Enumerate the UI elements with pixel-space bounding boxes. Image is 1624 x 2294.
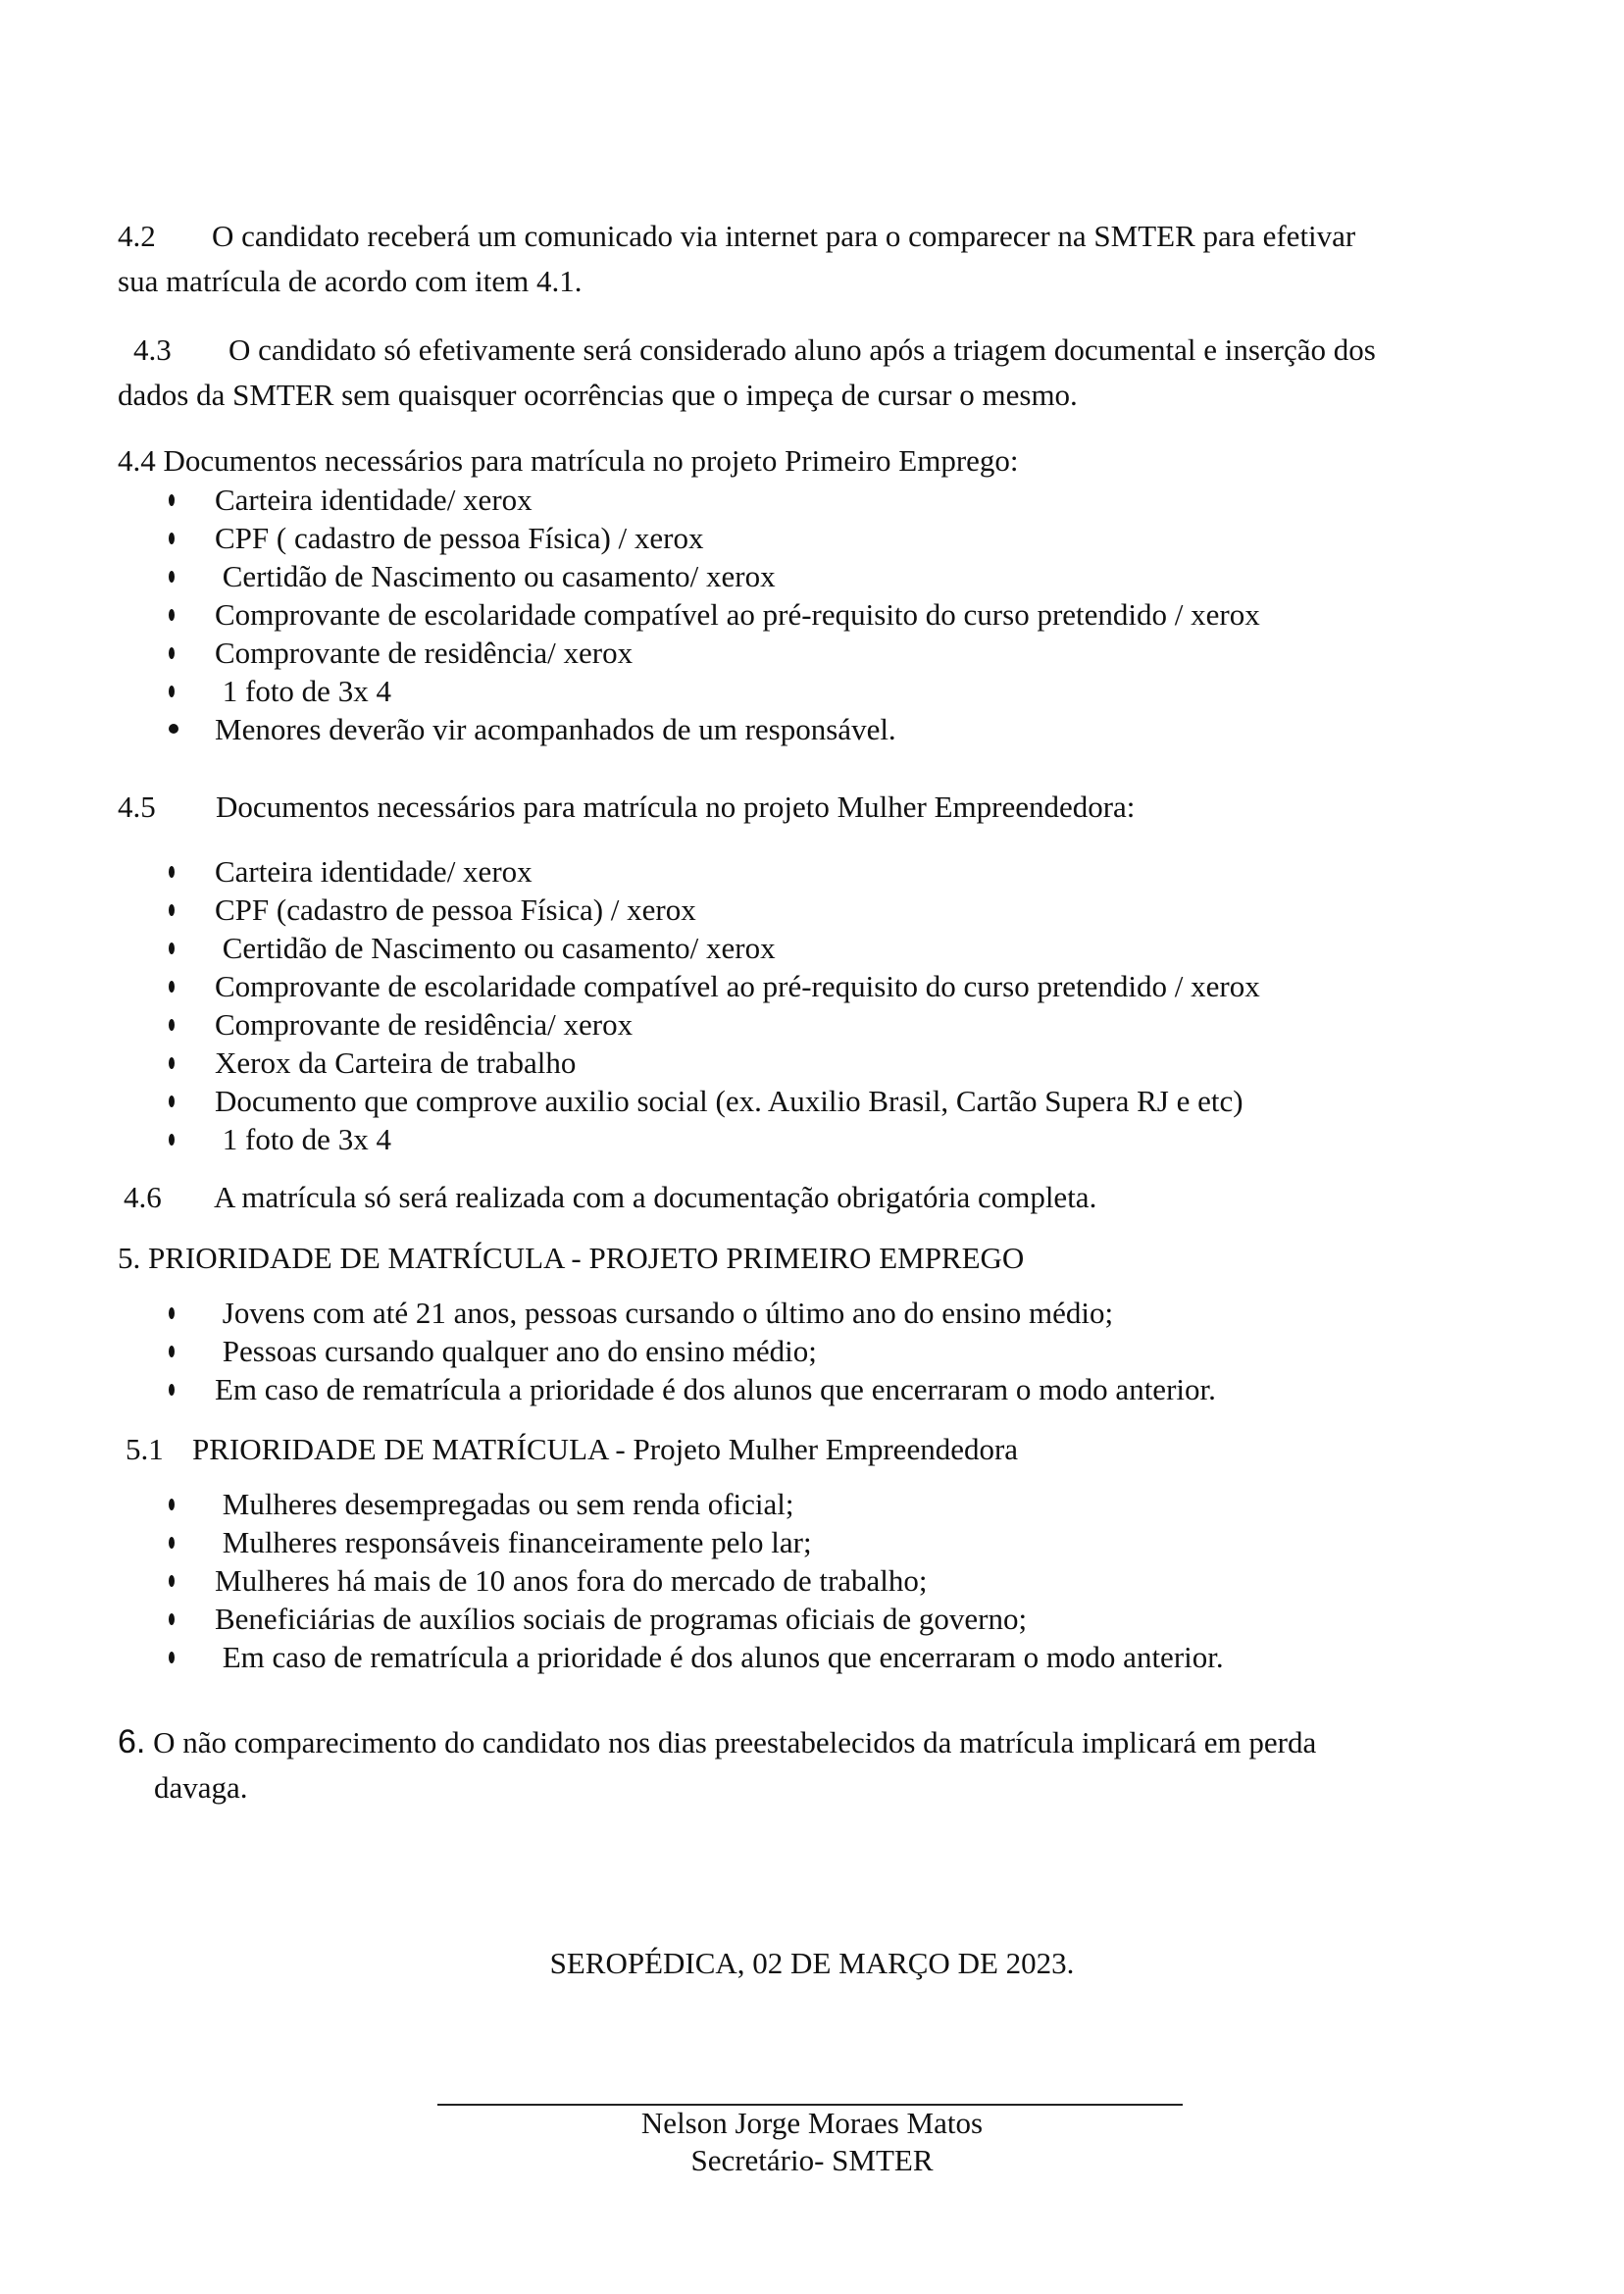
bullet-icon <box>169 1057 175 1069</box>
paragraph-text: Documentos necessários para matrícula no projeto Mulher Empreendedora: <box>216 790 1136 824</box>
bullet-icon <box>169 724 178 734</box>
list-item: CPF (cadastro de pessoa Física) / xerox <box>169 891 1491 929</box>
paragraph-number: 6. <box>118 1723 146 1760</box>
paragraph-text-continued: davaga. <box>154 1770 248 1805</box>
list-item: Em caso de rematrícula a prioridade é dos alunos que encerraram o modo anterior. <box>169 1370 1491 1408</box>
bullet-icon <box>169 1019 175 1031</box>
paragraph-4-3 <box>118 328 1491 418</box>
section-6-paragraph <box>118 1719 1491 1810</box>
bullet-icon <box>169 1652 175 1663</box>
list-item: Mulheres responsáveis financeiramente pelo lar; <box>169 1523 1491 1561</box>
bullet-icon <box>169 1346 175 1357</box>
bullet-icon <box>169 686 175 697</box>
list-item: Certidão de Nascimento ou casamento/ xerox <box>169 557 1491 595</box>
list-item: Pessoas cursando qualquer ano do ensino médio; <box>169 1332 1491 1370</box>
section-4-4-heading: 4.4 Documentos necessários para matrícula no projeto Primeiro Emprego: <box>118 443 1019 478</box>
bullet-icon <box>169 1384 175 1396</box>
bullet-icon <box>169 1575 175 1587</box>
paragraph-number: 5.1 <box>126 1432 164 1466</box>
list-item: Jovens com até 21 anos, pessoas cursando o último ano do ensino médio; <box>169 1294 1491 1332</box>
paragraph-number: 4.3 <box>133 332 172 367</box>
bullet-icon <box>169 1307 175 1319</box>
bullet-icon <box>169 866 175 878</box>
paragraph-text-continued: dados da SMTER sem quaisquer ocorrências que o impeça de cursar o mesmo. <box>118 378 1078 412</box>
bullet-icon <box>169 1537 175 1549</box>
signer-name: Nelson Jorge Moraes Matos <box>640 2106 984 2140</box>
bullet-icon <box>169 943 175 954</box>
paragraph-text: PRIORIDADE DE MATRÍCULA - Projeto Mulher Empreendedora <box>192 1432 1019 1466</box>
document-body <box>118 214 1491 1810</box>
section-5-heading: 5. PRIORIDADE DE MATRÍCULA - PROJETO PRIMEIRO EMPREGO <box>118 1241 1025 1275</box>
list-item: Comprovante de escolaridade compatível ao pré-requisito do curso pretendido / xerox <box>169 595 1491 634</box>
list-item: Beneficiárias de auxílios sociais de programas oficiais de governo; <box>169 1600 1491 1638</box>
bullet-icon <box>169 533 175 544</box>
list-item: Certidão de Nascimento ou casamento/ xerox <box>169 929 1491 967</box>
document-date: SEROPÉDICA, 02 DE MARÇO DE 2023. <box>549 1946 1075 1980</box>
list-item: Documento que comprove auxilio social (ex. Auxilio Brasil, Cartão Supera RJ e etc) <box>169 1082 1491 1120</box>
bullet-icon <box>169 981 175 993</box>
paragraph-text: O candidato receberá um comunicado via internet para o comparecer na SMTER para efetivar <box>212 219 1356 253</box>
list-item: Em caso de rematrícula a prioridade é dos alunos que encerraram o modo anterior. <box>169 1638 1491 1676</box>
list-item: Menores deverão vir acompanhados de um responsável. <box>169 710 1491 748</box>
paragraph-text: O candidato só efetivamente será considerado aluno após a triagem documental e inserção dos <box>228 332 1376 367</box>
paragraph-4-2 <box>118 214 1491 304</box>
mulher-empreendedora-documents-list <box>118 852 1491 1158</box>
primeiro-emprego-documents-list <box>118 481 1491 748</box>
bullet-icon <box>169 647 175 659</box>
primeiro-emprego-priority-list <box>118 1294 1491 1408</box>
paragraph-number: 4.5 <box>118 790 156 824</box>
list-item: Comprovante de residência/ xerox <box>169 1005 1491 1044</box>
bullet-icon <box>169 494 175 506</box>
list-item: Xerox da Carteira de trabalho <box>169 1044 1491 1082</box>
section-4-5-heading <box>118 788 1491 827</box>
paragraph-number: 4.2 <box>118 219 156 253</box>
section-5-1-heading <box>118 1428 1491 1471</box>
list-item: Comprovante de residência/ xerox <box>169 634 1491 672</box>
paragraph-text: A matrícula só será realizada com a documentação obrigatória completa. <box>214 1180 1097 1214</box>
list-item: Mulheres há mais de 10 anos fora do mercado de trabalho; <box>169 1561 1491 1600</box>
paragraph-4-6 <box>118 1176 1491 1219</box>
paragraph-text-continued: sua matrícula de acordo com item 4.1. <box>118 264 583 298</box>
list-item: CPF ( cadastro de pessoa Física) / xerox <box>169 519 1491 557</box>
list-item: Mulheres desempregadas ou sem renda oficial; <box>169 1485 1491 1523</box>
list-item: Comprovante de escolaridade compatível ao pré-requisito do curso pretendido / xerox <box>169 967 1491 1005</box>
bullet-icon <box>169 1096 175 1107</box>
list-item: 1 foto de 3x 4 <box>169 672 1491 710</box>
mulher-empreendedora-priority-list <box>118 1485 1491 1676</box>
list-item: Carteira identidade/ xerox <box>169 852 1491 891</box>
paragraph-number: 4.6 <box>124 1180 162 1214</box>
bullet-icon <box>169 1613 175 1625</box>
signer-title: Secretário- SMTER <box>690 2143 934 2177</box>
list-item: 1 foto de 3x 4 <box>169 1120 1491 1158</box>
bullet-icon <box>169 1134 175 1146</box>
list-item: Carteira identidade/ xerox <box>169 481 1491 519</box>
bullet-icon <box>169 571 175 583</box>
bullet-icon <box>169 904 175 916</box>
bullet-icon <box>169 609 175 621</box>
paragraph-text: O não comparecimento do candidato nos dias preestabelecidos da matrícula implicará em perda <box>153 1725 1317 1759</box>
bullet-icon <box>169 1499 175 1510</box>
